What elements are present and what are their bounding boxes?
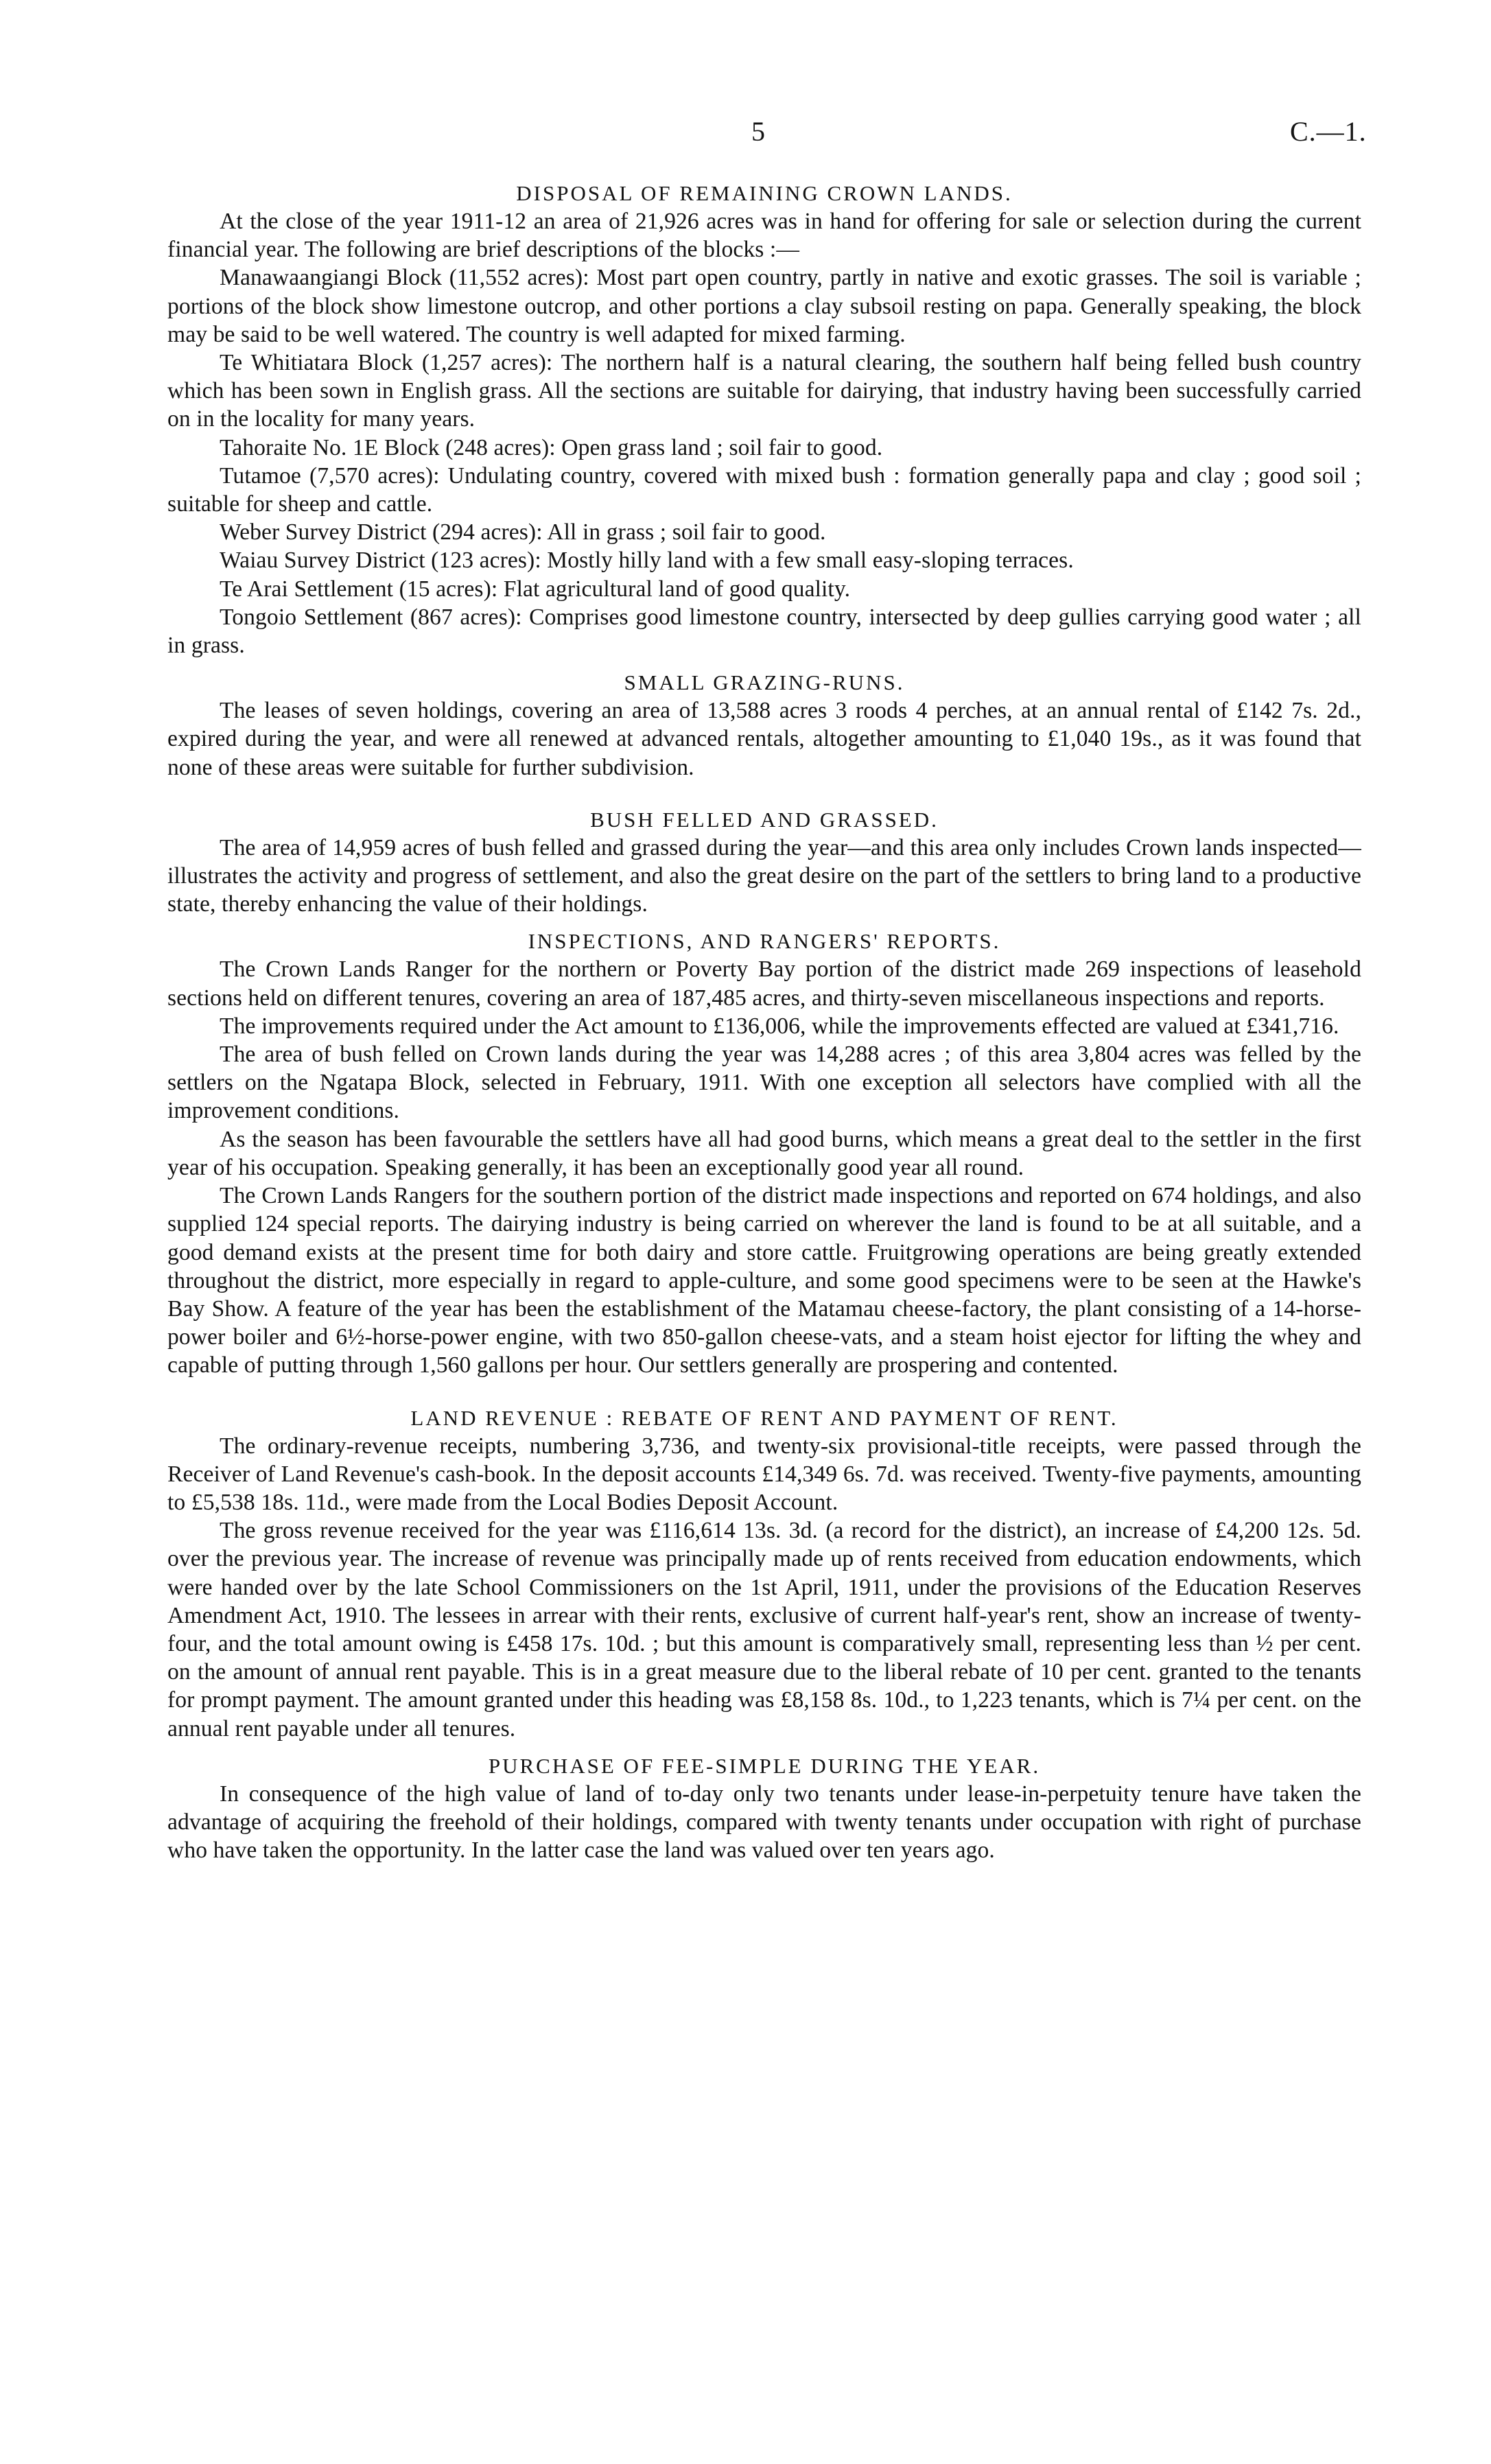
document-reference: C.—1. [1290,116,1367,147]
paragraph: Te Arai Settlement (15 acres): Flat agricultural land of good quality. [220,576,851,602]
paragraph: At the close of the year 1911-12 an area of 21,926 acres was in hand for offering for sale or selection during the current financial year. The following are brief descriptions of the blocks :— [167,209,1361,263]
paragraph: The area of 14,959 acres of bush felled and grassed during the year—and this area only includes Crown lands inspected—illustrates the activity and progress of settlement, and also the great desire on the part of the settlers to bring land to a productive state, thereby enhancing the value of their holdings. [167,834,1361,917]
paragraph: The ordinary-revenue receipts, numbering 3,736, and twenty-six provisional-title receipts, were passed through the Receiver of Land Revenue's cash-book. In the deposit accounts £14,349 6s. 7d. was received. Twenty-five payments, amounting to £5,538 18s. 11d., were made from the Local Bodies Deposit Account. [167,1433,1361,1515]
paragraph: Tutamoe (7,570 acres): Undulating country, covered with mixed bush : formation generally papa and clay ; good soil ; suitable for sheep and cattle. [167,462,1361,517]
paragraph: The Crown Lands Rangers for the southern portion of the district made inspections and reported on 674 holdings, and also supplied 124 special reports. The dairying industry is being carried on wherever the land is found to be at all suitable, and a good demand exists at the present time for both dairy and store cattle. Fruitgrowing operations are being greatly extended throughout the district, more especially in regard to apple-culture, and some good specimens were to be seen at the Hawke's Bay Show. A feature of the year has been the establishment of the Matamau cheese-factory, the plant consisting of a 14-horse-power boiler and 6½-horse-power engine, with two 850-gallon cheese-vats, and a steam hoist ejector for lifting the whey and capable of putting through 1,560 gallons per hour. Our settlers generally are prospering and contented. [167,1183,1361,1378]
paragraph: The Crown Lands Ranger for the northern or Poverty Bay portion of the district made 269 inspections of leasehold sections held on different tenures, covering an area of 187,485 acres, and thirty-seven miscellaneous inspections and reports. [167,957,1361,1011]
paragraph: The improvements required under the Act amount to £136,006, while the improvements effected are valued at £341,716. [220,1013,1339,1039]
paragraph: The area of bush felled on Crown lands during the year was 14,288 acres ; of this area 3,804 acres was felled by the settlers on the Ngatapa Block, selected in February, 1911. With one exception all selectors have complied with all the improvement conditions. [167,1042,1361,1124]
paragraph: Tongoio Settlement (867 acres): Comprises good limestone country, intersected by deep gullies carrying good water ; all in grass. [167,604,1361,659]
section-small-grazing-runs [167,669,1361,782]
section-heading: DISPOSAL OF REMAINING CROWN LANDS. [516,181,1013,205]
paragraph: Manawaangiangi Block (11,552 acres): Most part open country, partly in native and exotic grasses. The soil is variable ; portions of the block show limestone outcrop, and other portions a clay subsoil resting on papa. Generally speaking, the block may be said to be well watered. The country is well adapted for mixed farming. [167,265,1361,347]
paragraph: Te Whitiatara Block (1,257 acres): The northern half is a natural clearing, the southern half being felled bush country which has been sown in English grass. All the sections are suitable for dairying, that industry having been successfully carried on in the locality for many years. [167,350,1361,432]
section-heading: INSPECTIONS, AND RANGERS' REPORTS. [528,929,1001,954]
section-heading: SMALL GRAZING-RUNS. [624,670,905,695]
section-heading: BUSH FELLED AND GRASSED. [590,807,939,832]
paragraph: In consequence of the high value of land of to-day only two tenants under lease-in-perpetuity tenure have taken the advantage of acquiring the freehold of their holdings, compared with twenty tenants under occupation with right of purchase who have taken the opportunity. In the latter case the land was valued over ten years ago. [167,1781,1361,1864]
section-inspections-reports [167,928,1361,1379]
paragraph: Tahoraite No. 1E Block (248 acres): Open grass land ; soil fair to good. [220,434,883,460]
page-number: 5 [751,116,765,147]
section-bush-felled [167,806,1361,919]
section-disposal-crown-lands [167,180,1361,659]
section-heading: PURCHASE OF FEE-SIMPLE DURING THE YEAR. [488,1753,1041,1778]
paragraph: The leases of seven holdings, covering an area of 13,588 acres 3 roods 4 perches, at an annual rental of £142 7s. 2d., expired during the year, and were all renewed at advanced rentals, altogether amounting to £1,040 19s., as it was found that none of these areas were suitable for further subdivision. [167,698,1361,780]
section-purchase-fee-simple [167,1752,1361,1865]
section-heading: LAND REVENUE : REBATE OF RENT AND PAYMENT OF RENT. [410,1405,1118,1430]
paragraph: Waiau Survey District (123 acres): Mostly hilly land with a few small easy-sloping terraces. [220,548,1074,574]
paragraph: Weber Survey District (294 acres): All in grass ; soil fair to good. [220,519,826,545]
page-body [167,180,1361,1864]
section-land-revenue [167,1405,1361,1743]
paragraph: The gross revenue received for the year was £116,614 13s. 3d. (a record for the district), an increase of £4,200 12s. 5d. over the previous year. The increase of revenue was principally made up of rents received from education endowments, which were handed over by the late School Commissioners on the 1st April, 1911, under the provisions of the Education Reserves Amendment Act, 1910. The lessees in arrear with their rents, exclusive of current half-year's rent, show an increase of twenty-four, and the total amount owing is £458 17s. 10d. ; but this amount is comparatively small, representing less than ½ per cent. on the amount of annual rent payable. This is in a great measure due to the liberal rebate of 10 per cent. granted to the tenants for prompt payment. The amount granted under this heading was £8,158 8s. 10d., to 1,223 tenants, which is 7¼ per cent. on the annual rent payable under all tenures. [167,1518,1361,1741]
paragraph: As the season has been favourable the settlers have all had good burns, which means a great deal to the settler in the first year of his occupation. Speaking generally, it has been an exceptionally good year all round. [167,1126,1361,1180]
